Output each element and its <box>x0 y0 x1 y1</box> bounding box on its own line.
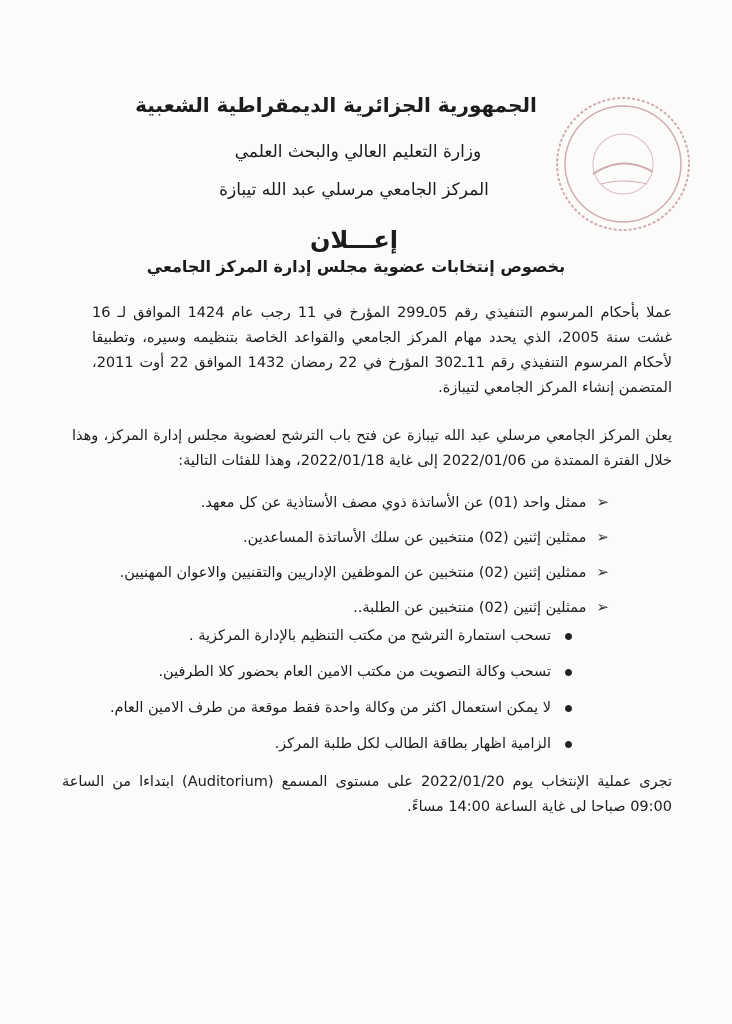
notes-list <box>92 621 572 765</box>
arrow-icon: ➢ <box>596 493 609 511</box>
announcement-title: إعـــلان <box>310 226 398 254</box>
categories-list <box>89 487 609 627</box>
list-item <box>92 621 572 651</box>
arrow-icon: ➢ <box>596 528 609 546</box>
list-item <box>92 693 572 723</box>
list-item <box>92 657 572 687</box>
note-text: لا يمكن استعمال اكثر من وكالة واحدة فقط موقعة من طرف الامين العام. <box>109 700 551 716</box>
ministry-heading: وزارة التعليم العالي والبحث العلمي <box>234 142 482 162</box>
category-text: ممثلين إثنين (02) منتخبين عن الموظفين الإداريين والتقنيين والاعوان المهنيين. <box>119 565 587 581</box>
bullet-icon <box>565 741 572 748</box>
republic-heading: الجمهورية الجزائرية الديمقراطية الشعبية <box>135 93 537 117</box>
arrow-icon: ➢ <box>596 598 609 616</box>
legal-basis-paragraph: عملا بأحكام المرسوم التنفيذي رقم 05ـ299 المؤرخ في 11 رجب عام 1424 الموافق لـ 16 غشت سنة 2005، الذي يحدد مهام المركز الجامعي والقواعد الخاصة بتنظيمه وسيره، وتطبيقا لأحكام المرسوم التنفيذي رقم 11ـ302 المؤرخ في 22 رمضان 1432 الموافق 22 أوت 2011، المتضمن إنشاء المركز الجامعي لتيبازة. <box>92 305 673 396</box>
announcement-subtitle: بخصوص إنتخابات عضوية مجلس إدارة المركز الجامعي <box>146 257 566 276</box>
list-item <box>89 592 609 622</box>
arrow-icon: ➢ <box>596 563 609 581</box>
list-item <box>89 487 609 517</box>
note-text: تسحب وكالة التصويت من مكتب الامين العام بحضور كلا الطرفين. <box>158 664 551 680</box>
bullet-icon <box>565 705 572 712</box>
call-for-candidates-paragraph: يعلن المركز الجامعي مرسلي عبد الله تيبازة عن فتح باب الترشح لعضوية مجلس إدارة المركز، وهذا خلال الفترة الممتدة من 2022/01/06 إلى غاية 2022/01/18، وهذا للفئات التالية: <box>72 428 672 469</box>
category-text: ممثلين إثنين (02) منتخبين عن سلك الأساتذة المساعدين. <box>243 530 587 546</box>
list-item <box>92 729 572 759</box>
category-text: ممثلين إثنين (02) منتخبين عن الطلبة.. <box>353 600 587 616</box>
center-heading: المركز الجامعي مرسلي عبد الله تيبازة <box>219 180 489 200</box>
election-schedule-paragraph: تجرى عملية الإنتخاب يوم 2022/01/20 على مستوى المسمع (Auditorium) ابتداءا من الساعة 09:00 صباحا لى غاية الساعة 14:00 مساءً. <box>62 774 672 815</box>
list-item <box>89 557 609 587</box>
note-text: الزامية اظهار بطاقة الطالب لكل طلبة المركز. <box>274 736 551 752</box>
note-text: تسحب استمارة الترشح من مكتب التنظيم بالإدارة المركزية . <box>189 628 551 644</box>
bullet-icon <box>565 633 572 640</box>
bullet-icon <box>565 669 572 676</box>
category-text: ممثل واحد (01) عن الأساتذة ذوي مصف الأستاذية عن كل معهد. <box>200 495 587 511</box>
list-item <box>89 522 609 552</box>
